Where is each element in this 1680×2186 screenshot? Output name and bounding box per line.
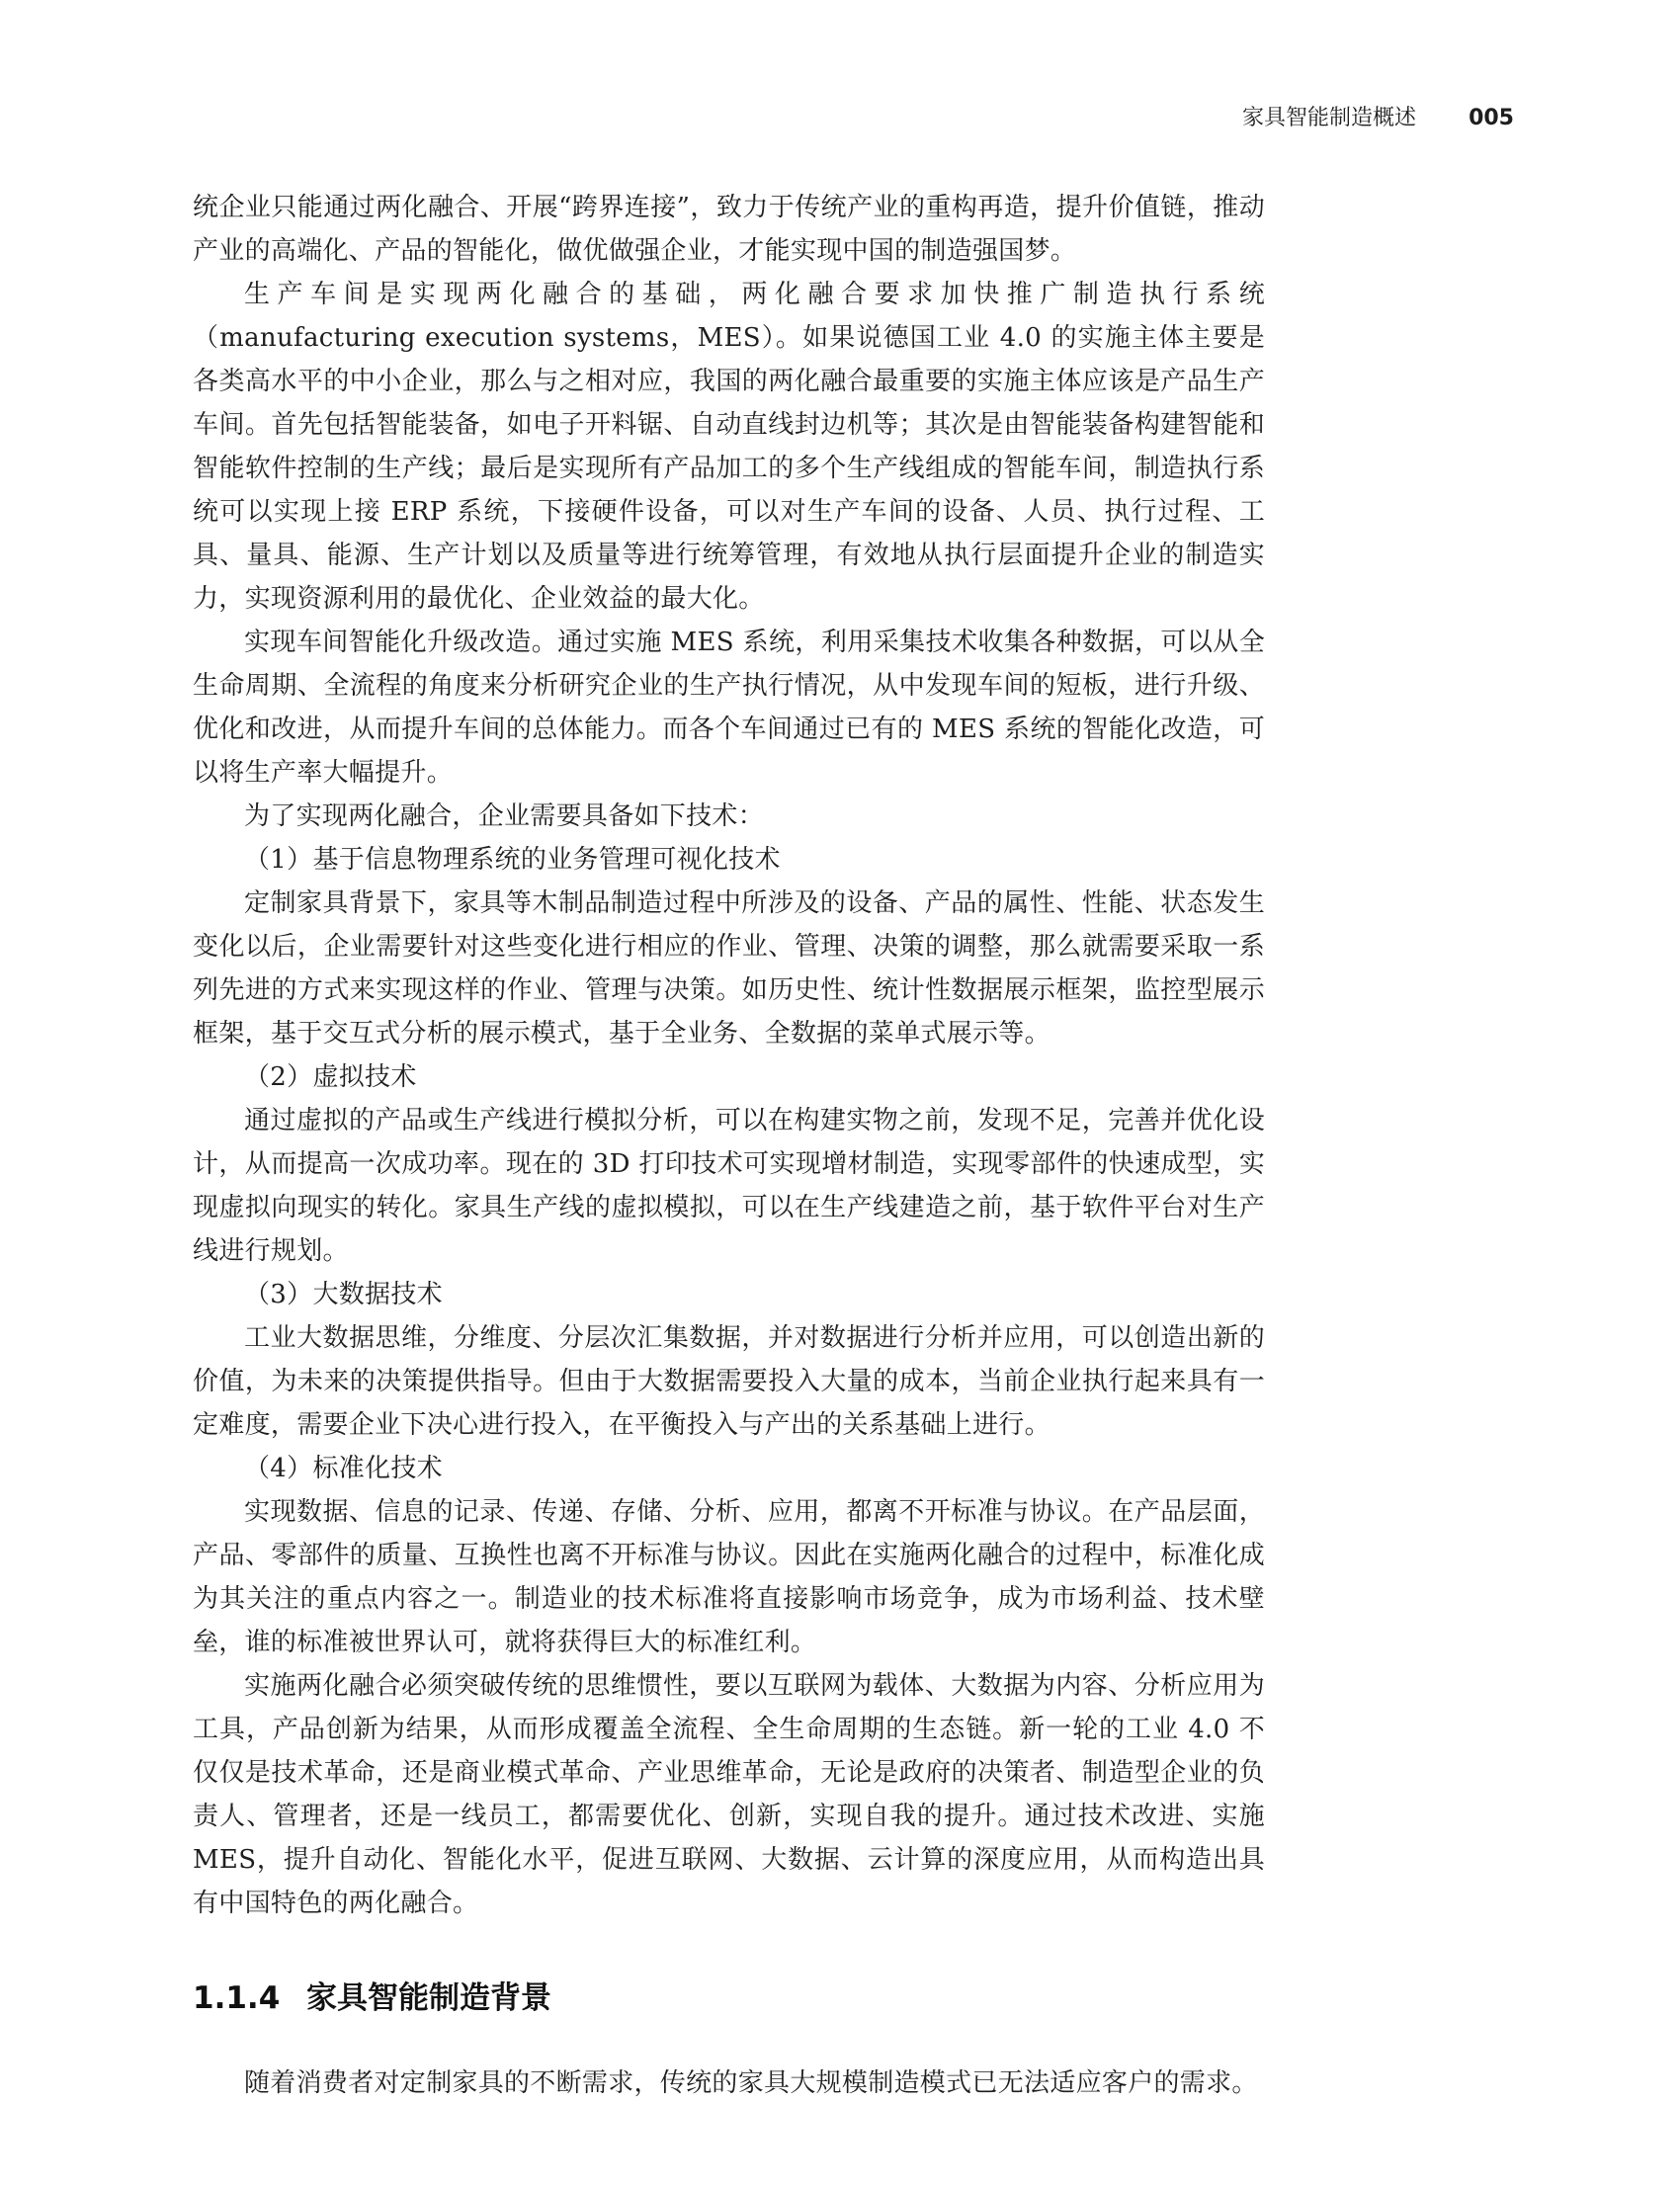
paragraph-visualization: 定制家具背景下，家具等木制品制造过程中所涉及的设备、产品的属性、性能、状态发生变化以后，企业需要针对这些变化进行相应的作业、管理、决策的调整，那么就需要采取一系列先进的方式来实现这样的作业、管理与决策。如历史性、统计性数据展示框架，监控型展示框架，基于交互式分析的展示模式，基于全业务、全数据的菜单式展示等。 bbox=[193, 888, 1265, 1049]
page-number: 005 bbox=[1469, 106, 1514, 130]
body-text bbox=[193, 186, 1265, 2105]
paragraph-big-data: 工业大数据思维，分维度、分层次汇集数据，并对数据进行分析并应用，可以创造出新的价值，为未来的决策提供指导。但由于大数据需要投入大量的成本，当前企业执行起来具有一定难度，需要企业下决心进行投入，在平衡投入与产出的关系基础上进行。 bbox=[193, 1323, 1265, 1440]
paragraph-workshop-upgrade: 实现车间智能化升级改造。通过实施 MES 系统，利用采集技术收集各种数据，可以从全生命周期、全流程的角度来分析研究企业的生产执行情况，从中发现车间的短板，进行升级、优化和改进，从而提升车间的总体能力。而各个车间通过已有的 MES 系统的智能化改造，可以将生产率大幅提升。 bbox=[193, 628, 1265, 788]
running-title: 家具智能制造概述 bbox=[1242, 106, 1417, 130]
section-number: 1.1.4 bbox=[193, 1980, 281, 2016]
list-heading-visualization: （1）基于信息物理系统的业务管理可视化技术 bbox=[244, 845, 781, 875]
list-heading-virtual: （2）虚拟技术 bbox=[244, 1062, 417, 1092]
list-heading-standardization: （4）标准化技术 bbox=[244, 1454, 443, 1483]
paragraph-conclusion: 实施两化融合必须突破传统的思维惯性，要以互联网为载体、大数据为内容、分析应用为工具，产品创新为结果，从而形成覆盖全流程、全生命周期的生态链。新一轮的工业 4.0 不仅仅是技术革命，还是商业模式革命、产业思维革命，无论是政府的决策者、制造型企业的负责人、管理者，还是一线员工，都需要优化、创新，实现自我的提升。通过技术改进、实施 MES，提升自动化、智能化水平，促进互联网、大数据、云计算的深度应用，从而构造出具有中国特色的两化融合。 bbox=[193, 1671, 1265, 1918]
paragraph-required-technologies: 为了实现两化融合，企业需要具备如下技术： bbox=[244, 801, 765, 831]
paragraph-production-workshop: 生产车间是实现两化融合的基础，两化融合要求加快推广制造执行系统（manufacturing execution systems，MES）。如果说德国工业 4.0 的实施主体主要是各类高水平的中小企业，那么与之相对应，我国的两化融合最重要的实施主体应该是产品生产车间。首先包括智能装备，如电子开料锯、自动直线封边机等；其次是由智能装备构建智能和智能软件控制的生产线；最后是实现所有产品加工的多个生产线组成的智能车间，制造执行系统可以实现上接 ERP 系统，下接硬件设备，可以对生产车间的设备、人员、执行过程、工具、量具、能源、生产计划以及质量等进行统筹管理，有效地从执行层面提升企业的制造实力，实现资源利用的最优化、企业效益的最大化。 bbox=[193, 280, 1265, 614]
section-title: 家具智能制造背景 bbox=[306, 1980, 551, 2016]
paragraph-standardization: 实现数据、信息的记录、传递、存储、分析、应用，都离不开标准与协议。在产品层面，产品、零部件的质量、互换性也离不开标准与协议。因此在实施两化融合的过程中，标准化成为其关注的重点内容之一。制造业的技术标准将直接影响市场竞争，成为市场利益、技术壁垒，谁的标准被世界认可，就将获得巨大的标准红利。 bbox=[193, 1497, 1265, 1657]
list-heading-big-data: （3）大数据技术 bbox=[244, 1280, 443, 1309]
paragraph-section-intro: 随着消费者对定制家具的不断需求，传统的家具大规模制造模式已无法适应客户的需求。 bbox=[244, 2068, 1258, 2098]
running-header bbox=[1242, 99, 1514, 138]
paragraph-continuation: 统企业只能通过两化融合、开展“跨界连接”，致力于传统产业的重构再造，提升价值链，推动产业的高端化、产品的智能化，做优做强企业，才能实现中国的制造强国梦。 bbox=[193, 193, 1265, 266]
section-heading bbox=[193, 1976, 1265, 2020]
paragraph-virtual: 通过虚拟的产品或生产线进行模拟分析，可以在构建实物之前，发现不足，完善并优化设计，从而提高一次成功率。现在的 3D 打印技术可实现增材制造，实现零部件的快速成型，实现虚拟向现实的转化。家具生产线的虚拟模拟，可以在生产线建造之前，基于软件平台对生产线进行规划。 bbox=[193, 1106, 1265, 1266]
